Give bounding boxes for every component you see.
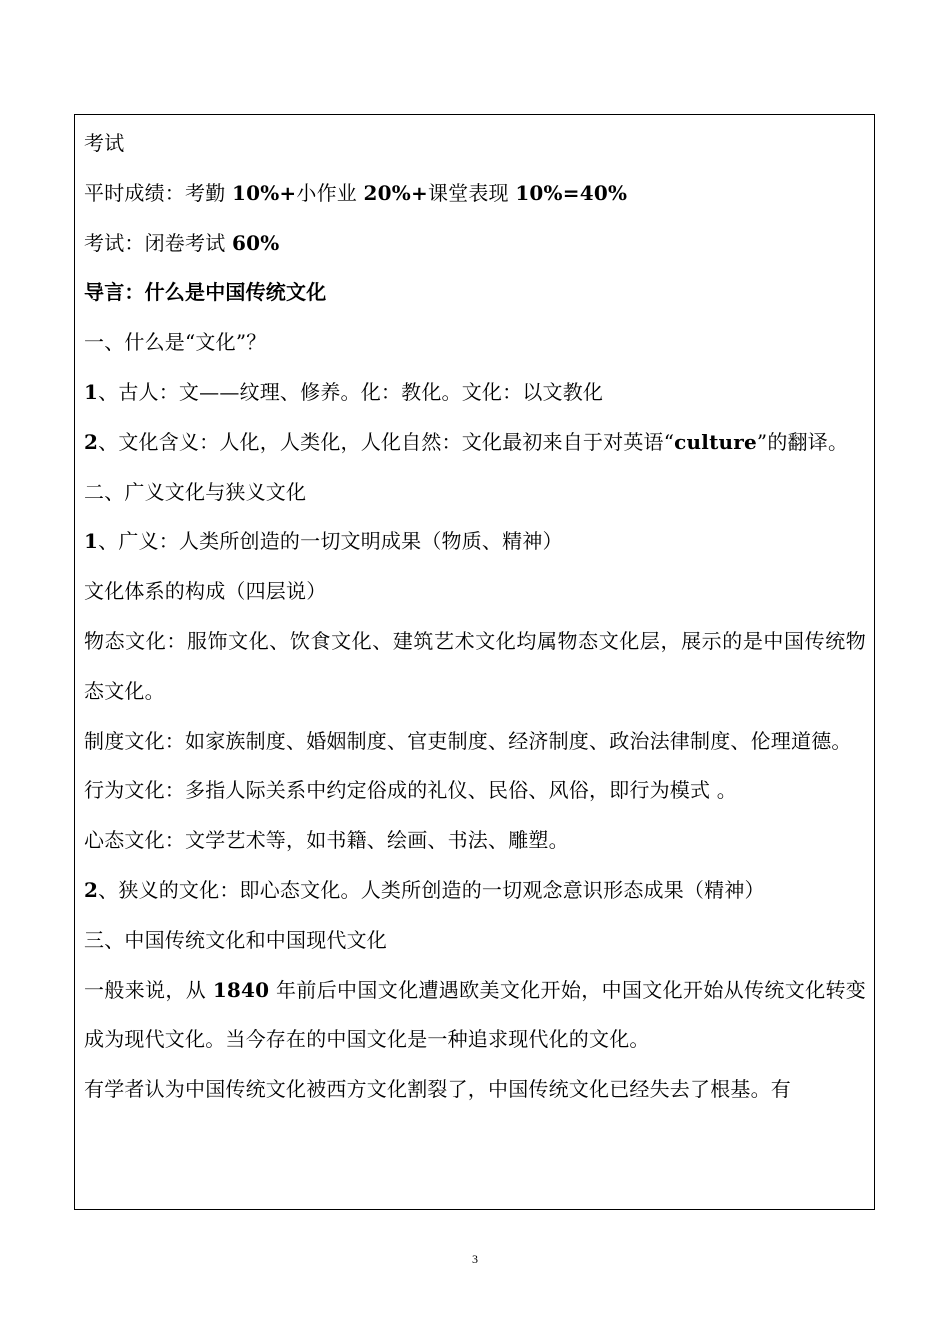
bold-segment: 10%+ xyxy=(231,180,297,205)
text-line xyxy=(84,368,866,418)
text-line: 三、中国传统文化和中国现代文化 xyxy=(84,927,387,952)
document-text xyxy=(84,119,866,1115)
text-segment: 平时成绩：考勤 xyxy=(84,180,232,205)
text-segment: 、广义：人类所创造的一切文明成果（物质、精神） xyxy=(98,529,563,554)
text-paragraph: 物态文化：服饰文化、饮食文化、建筑艺术文化均属物态文化层，展示的是中国传统物态文化。 xyxy=(84,628,866,703)
text-paragraph: 制度文化：如家族制度、婚姻制度、官吏制度、经济制度、政治法律制度、伦理道德。 xyxy=(84,728,852,753)
text-line: 行为文化：多指人际关系中约定俗成的礼仪、民俗、风俗，即行为模式 。 xyxy=(84,778,737,803)
text-line xyxy=(84,169,866,219)
text-line xyxy=(84,866,866,916)
text-segment: ”的翻译。 xyxy=(756,429,849,454)
text-segment: 小作业 xyxy=(296,180,364,205)
text-segment: 课堂表现 xyxy=(427,180,516,205)
text-line: 心态文化：文学艺术等，如书籍、绘画、书法、雕塑。 xyxy=(84,828,569,853)
bold-segment: 1840 xyxy=(212,977,270,1002)
bold-segment: 60% xyxy=(231,230,280,255)
text-line: 考试 xyxy=(84,131,125,155)
text-line: 文化体系的构成（四层说） xyxy=(84,579,327,604)
text-paragraph xyxy=(84,418,866,468)
text-segment: 、古人：文——纹理、修养。化：教化。文化：以文教化 xyxy=(98,379,604,404)
text-segment: 、狭义的文化：即心态文化。人类所创造的一切观念意识形态成果（精神） xyxy=(98,877,765,902)
bold-segment: 2 xyxy=(84,877,99,902)
bold-segment: 2 xyxy=(84,429,99,454)
bold-segment: 20%+ xyxy=(363,180,428,205)
text-segment: 年前后中国文化遭遇欧美文化开始，中国文化开始从传统文化转变成为现代文化。当今存在的中国文化是一种追求现代化的文化。 xyxy=(84,977,866,1052)
text-segment: 一般来说，从 xyxy=(84,977,213,1002)
text-segment: 考试：闭卷考试 xyxy=(84,230,232,255)
bold-segment: culture xyxy=(674,429,757,454)
text-line: 有学者认为中国传统文化被西方文化割裂了，中国传统文化已经失去了根基。有 xyxy=(84,1077,791,1102)
document-content-box xyxy=(74,114,875,1210)
text-segment: 、文化含义：人化，人类化，人化自然：文化最初来自于对英语“ xyxy=(98,429,675,454)
text-line: 一、什么是“文化”？ xyxy=(84,330,267,355)
page-number: 3 xyxy=(472,1252,478,1266)
bold-segment: 1 xyxy=(84,529,99,554)
bold-segment: 1 xyxy=(84,379,99,404)
text-line xyxy=(84,219,866,269)
text-paragraph xyxy=(84,966,866,1066)
text-line: 二、广义文化与狭义文化 xyxy=(84,479,307,504)
section-heading: 导言：什么是中国传统文化 xyxy=(84,280,327,305)
bold-segment: 10%=40% xyxy=(515,180,628,205)
text-line xyxy=(84,517,866,567)
